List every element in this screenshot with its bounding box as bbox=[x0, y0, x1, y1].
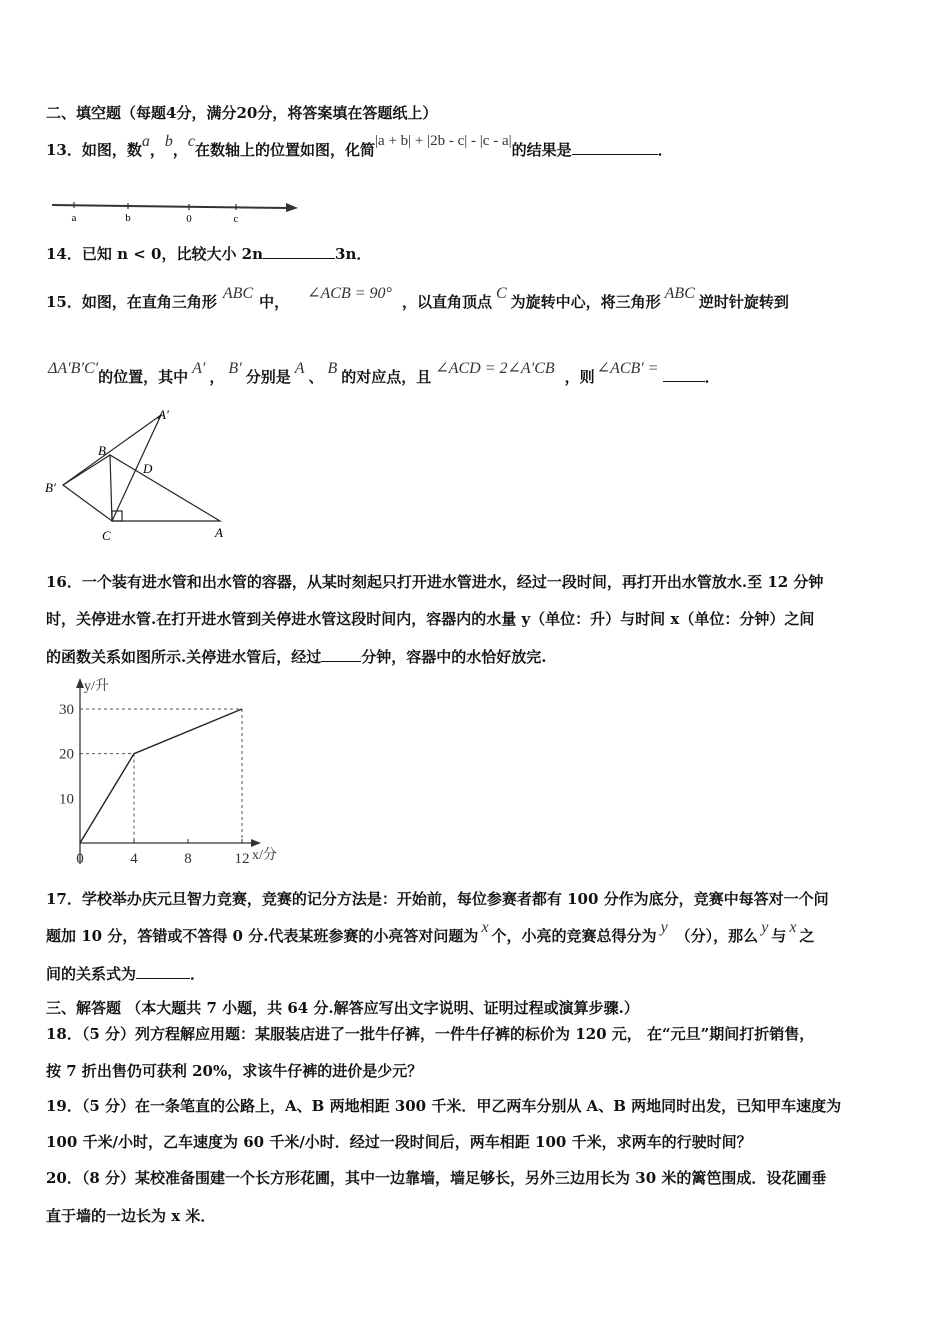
q13-var-c: c bbox=[187, 133, 196, 150]
question-17-line-2 bbox=[46, 919, 815, 947]
axis-label-a: a bbox=[71, 212, 77, 224]
question-20-line-1: 20．（8 分）某校准备围建一个长方形花圃，其中一边靠墙，墙足够长，另外三边用长为 30 米的篱笆围成．设花圃垂 bbox=[46, 1169, 827, 1187]
label-d: D bbox=[143, 461, 153, 476]
question-15-line-1 bbox=[46, 285, 789, 313]
y-tick-label: 10 bbox=[59, 791, 74, 808]
segment-bpb bbox=[63, 455, 110, 485]
q15-angle: ∠ACB = 90° bbox=[307, 285, 392, 302]
q13-comma: ， bbox=[149, 141, 165, 159]
q17-text: 题加 10 分，答错或不答得 0 分.代表某班参赛的小亮答对问题为 bbox=[46, 927, 479, 945]
q15-number: 15． bbox=[46, 293, 82, 311]
q15-c: C bbox=[495, 285, 507, 302]
q15-text: 逆时针旋转到 bbox=[698, 293, 789, 311]
question-19-line-1: 19．（5 分）在一条笔直的公路上，A、B 两地相距 300 千米．甲乙两车分别从 A、B 两地同时出发，已知甲车速度为 bbox=[46, 1097, 842, 1115]
q14-answer-blank bbox=[263, 244, 335, 259]
q15-text: 为旋转中心，将三角形 bbox=[510, 293, 661, 311]
q15-text: 分别是 bbox=[245, 368, 291, 386]
y-tick-label: 20 bbox=[59, 746, 74, 763]
q15-a-prime: A′ bbox=[192, 360, 206, 377]
q13-text-1: 如图，数 bbox=[81, 141, 142, 159]
q13-end: ． bbox=[657, 141, 673, 159]
label-b: B bbox=[98, 443, 106, 458]
section-3-header: 三、解答题 （本大题共 7 小题，共 64 分.解答应写出文字说明、证明过程或演算步骤.） bbox=[46, 999, 639, 1017]
q15-abc: ABC bbox=[222, 285, 254, 302]
question-17-line-1: 17．学校举办庆元旦智力竞赛，竞赛的记分方法是：开始前，每位参赛者都有 100 分作为底分，竞赛中每答对一个问 bbox=[46, 890, 829, 908]
q15-text: ，以直角顶点 bbox=[401, 293, 492, 311]
x-tick-label: 4 bbox=[130, 851, 138, 867]
q13-number: 13． bbox=[46, 141, 82, 159]
q13-expression: |a + b| + |2b - c| - |c - a| bbox=[375, 133, 512, 149]
y-axis-arrow-icon bbox=[76, 678, 84, 688]
q17-end: ． bbox=[190, 965, 206, 983]
q15-text: ，则 bbox=[564, 368, 595, 386]
q15-text: 如图，在直角三角形 bbox=[81, 293, 217, 311]
q17-answer-blank bbox=[136, 964, 190, 979]
question-17-line-3 bbox=[46, 964, 205, 984]
label-a: A bbox=[215, 525, 223, 540]
q13-text-2: 在数轴上的位置如图，化简 bbox=[195, 141, 376, 159]
section-2-header: 二、填空题（每题4分，满分20分，将答案填在答题纸上） bbox=[46, 104, 438, 122]
q14-text: 已知 n < 0，比较大小 2n bbox=[81, 245, 264, 263]
label-a-prime: A′ bbox=[158, 407, 169, 422]
q15-text: 的位置，其中 bbox=[98, 368, 189, 386]
q15-comma: ， bbox=[209, 368, 225, 386]
q17-var-x: x bbox=[789, 919, 797, 936]
question-20-line-2: 直于墙的一边长为 x 米． bbox=[46, 1207, 216, 1225]
triangle-figure bbox=[40, 405, 240, 550]
q15-answer-blank bbox=[663, 367, 705, 382]
number-line-axis bbox=[52, 205, 288, 208]
q15-ask: ∠ACB′ = bbox=[596, 360, 659, 377]
arrow-icon bbox=[286, 203, 298, 212]
q17-var-y: y bbox=[761, 919, 769, 936]
q13-text-3: 的结果是 bbox=[511, 141, 572, 159]
q15-point-b: B bbox=[327, 360, 338, 377]
q15-condition: ∠ACD = 2∠A′CB bbox=[435, 360, 555, 377]
q16-answer-blank bbox=[321, 647, 361, 662]
question-15-line-2 bbox=[46, 360, 720, 388]
x-tick-label: 8 bbox=[184, 851, 192, 867]
q17-text: 个，小亮的竞赛总得分为 bbox=[491, 927, 657, 945]
x-axis-label: x/分 bbox=[252, 848, 277, 863]
q15-text: 的对应点，且 bbox=[341, 368, 432, 386]
question-14 bbox=[46, 244, 371, 264]
axis-label-b: b bbox=[125, 212, 131, 224]
axis-label-c: c bbox=[233, 213, 239, 225]
q17-text: （分），那么 bbox=[675, 927, 759, 945]
q15-sep: 、 bbox=[308, 368, 324, 386]
q17-text: 之 bbox=[799, 927, 815, 945]
q15-triangle: ΔA′B′C′ bbox=[48, 360, 99, 377]
right-angle-mark bbox=[112, 511, 122, 521]
q16-text: 分钟，容器中的水恰好放完. bbox=[361, 648, 547, 666]
question-18-line-1: 18．（5 分）列方程解应用题：某服装店进了一批牛仔裤，一件牛仔裤的标价为 120 元， 在“元旦”期间打折销售， bbox=[46, 1025, 815, 1043]
label-b-prime: B′ bbox=[45, 480, 56, 495]
water-volume-chart bbox=[46, 676, 296, 868]
q13-var-b: b bbox=[164, 133, 173, 150]
x-tick-label: 0 bbox=[76, 851, 84, 867]
label-c: C bbox=[102, 528, 111, 543]
q14-end: 3n． bbox=[335, 245, 372, 263]
series-line bbox=[80, 709, 242, 843]
question-16-line-3 bbox=[46, 647, 546, 667]
number-line-figure bbox=[46, 192, 306, 226]
q15-point-a: A bbox=[294, 360, 305, 377]
axis-label-zero: 0 bbox=[186, 213, 192, 225]
q14-number: 14． bbox=[46, 245, 82, 263]
question-18-line-2: 按 7 折出售仍可获利 20%，求该牛仔裤的进价是少元？ bbox=[46, 1062, 423, 1080]
q15-abc: ABC bbox=[664, 285, 695, 302]
q17-var-x: x bbox=[481, 919, 489, 936]
question-16-line-2: 时，关停进水管.在打开进水管到关停进水管这段时间内，容器内的水量 y（单位：升）与时间 x（单位：分钟）之间 bbox=[46, 610, 815, 628]
q17-text: 与 bbox=[771, 927, 787, 945]
q15-b-prime: B′ bbox=[228, 360, 242, 377]
y-tick-label: 30 bbox=[59, 702, 74, 718]
q13-answer-blank bbox=[572, 140, 658, 155]
q17-text: 间的关系式为 bbox=[46, 965, 137, 983]
q13-comma: ， bbox=[172, 141, 188, 159]
q13-var-a: a bbox=[141, 133, 150, 150]
question-19-line-2: 100 千米/小时，乙车速度为 60 千米/小时．经过一段时间后，两车相距 100 千米，求两车的行驶时间？ bbox=[46, 1133, 752, 1151]
q17-var-y: y bbox=[660, 919, 668, 936]
q15-end: ． bbox=[704, 368, 720, 386]
q16-text: 的函数关系如图所示.关停进水管后，经过 bbox=[46, 648, 322, 666]
question-16-line-1: 16．一个装有进水管和出水管的容器，从某时刻起只打开进水管进水，经过一段时间，再打开出水管放水.至 12 分钟 bbox=[46, 573, 824, 591]
question-13 bbox=[46, 133, 673, 161]
y-axis-label: y/升 bbox=[84, 679, 109, 694]
q15-text: 中， bbox=[259, 293, 290, 311]
x-tick-label: 12 bbox=[234, 851, 250, 867]
x-axis-arrow-icon bbox=[251, 839, 261, 847]
triangle-abc bbox=[110, 455, 220, 521]
